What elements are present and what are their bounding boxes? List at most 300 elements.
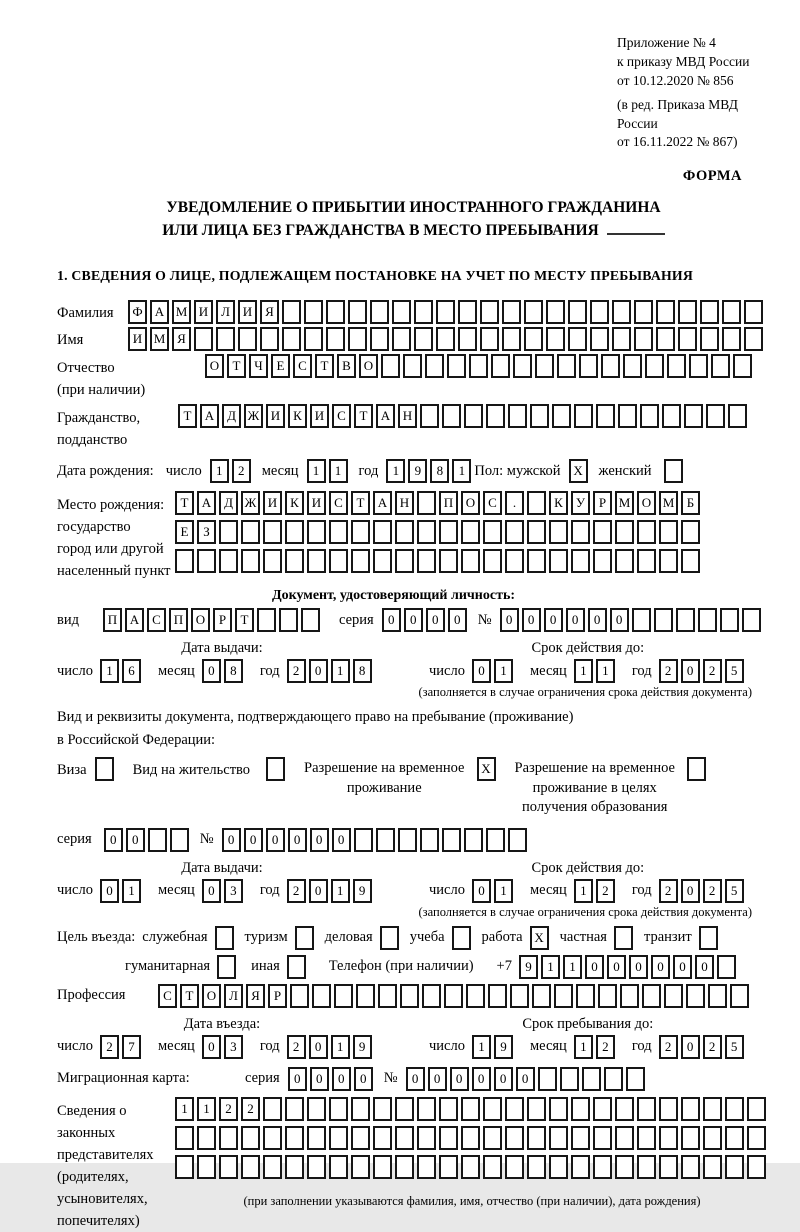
form-cell[interactable]: 0 [202, 659, 221, 683]
form-cell[interactable]: П [439, 491, 458, 515]
form-cell[interactable]: 1 [386, 459, 405, 483]
form-cell[interactable] [747, 1097, 766, 1121]
form-cell[interactable]: 0 [516, 1067, 535, 1091]
form-cell[interactable]: 9 [408, 459, 427, 483]
form-cell[interactable] [334, 984, 353, 1008]
checkbox-cell[interactable] [614, 926, 633, 950]
form-cell[interactable]: 1 [452, 459, 471, 483]
form-cell[interactable] [538, 1067, 557, 1091]
form-cell[interactable] [483, 520, 502, 544]
form-cell[interactable] [439, 520, 458, 544]
form-cell[interactable]: О [205, 354, 224, 378]
form-cell[interactable] [329, 549, 348, 573]
form-cell[interactable]: 0 [681, 1035, 700, 1059]
form-cell[interactable]: 0 [288, 1067, 307, 1091]
form-cell[interactable] [216, 327, 235, 351]
form-cell[interactable]: Т [354, 404, 373, 428]
checkbox-cell[interactable] [217, 955, 236, 979]
form-cell[interactable]: 1 [122, 879, 141, 903]
form-cell[interactable] [656, 327, 675, 351]
form-cell[interactable] [400, 984, 419, 1008]
form-cell[interactable] [698, 608, 717, 632]
form-cell[interactable]: 1 [472, 1035, 491, 1059]
form-cell[interactable]: 2 [241, 1097, 260, 1121]
form-cell[interactable] [700, 300, 719, 324]
form-cell[interactable] [436, 327, 455, 351]
form-cell[interactable] [722, 327, 741, 351]
form-cell[interactable] [571, 1097, 590, 1121]
form-cell[interactable] [527, 549, 546, 573]
form-cell[interactable] [582, 1067, 601, 1091]
form-cell[interactable] [513, 354, 532, 378]
form-cell[interactable]: 0 [585, 955, 604, 979]
form-cell[interactable]: 1 [563, 955, 582, 979]
form-cell[interactable] [744, 300, 763, 324]
form-cell[interactable] [395, 1126, 414, 1150]
form-cell[interactable]: 0 [566, 608, 585, 632]
form-cell[interactable]: 0 [309, 1035, 328, 1059]
form-cell[interactable]: А [376, 404, 395, 428]
form-cell[interactable]: Т [315, 354, 334, 378]
form-cell[interactable]: 0 [681, 659, 700, 683]
form-cell[interactable] [260, 327, 279, 351]
form-cell[interactable] [549, 1155, 568, 1179]
form-cell[interactable]: И [266, 404, 285, 428]
form-cell[interactable] [659, 1126, 678, 1150]
form-cell[interactable]: Р [593, 491, 612, 515]
form-cell[interactable] [241, 549, 260, 573]
form-cell[interactable]: Т [227, 354, 246, 378]
form-cell[interactable] [263, 549, 282, 573]
form-cell[interactable]: . [505, 491, 524, 515]
form-cell[interactable]: И [194, 300, 213, 324]
form-cell[interactable] [549, 520, 568, 544]
form-cell[interactable]: 1 [331, 659, 350, 683]
form-cell[interactable] [326, 300, 345, 324]
form-cell[interactable]: 0 [309, 659, 328, 683]
form-cell[interactable]: 0 [494, 1067, 513, 1091]
form-cell[interactable] [596, 404, 615, 428]
form-cell[interactable] [464, 828, 483, 852]
checkbox-cell[interactable] [287, 955, 306, 979]
form-cell[interactable] [510, 984, 529, 1008]
form-cell[interactable]: 5 [725, 1035, 744, 1059]
form-cell[interactable] [659, 1097, 678, 1121]
form-cell[interactable] [373, 549, 392, 573]
form-cell[interactable] [593, 549, 612, 573]
form-cell[interactable] [307, 1155, 326, 1179]
form-cell[interactable] [194, 327, 213, 351]
form-cell[interactable] [686, 984, 705, 1008]
form-cell[interactable]: 1 [331, 879, 350, 903]
form-cell[interactable] [263, 1126, 282, 1150]
form-cell[interactable]: 1 [307, 459, 326, 483]
form-cell[interactable]: 0 [310, 1067, 329, 1091]
form-cell[interactable] [654, 608, 673, 632]
form-cell[interactable] [420, 404, 439, 428]
form-cell[interactable]: Л [224, 984, 243, 1008]
form-cell[interactable] [505, 549, 524, 573]
form-cell[interactable]: 0 [651, 955, 670, 979]
form-cell[interactable]: 0 [426, 608, 445, 632]
form-cell[interactable]: П [103, 608, 122, 632]
form-cell[interactable] [285, 520, 304, 544]
form-cell[interactable] [659, 1155, 678, 1179]
form-cell[interactable] [634, 300, 653, 324]
form-cell[interactable]: А [373, 491, 392, 515]
form-cell[interactable] [681, 549, 700, 573]
form-cell[interactable]: 2 [703, 1035, 722, 1059]
form-cell[interactable] [425, 354, 444, 378]
form-cell[interactable] [219, 549, 238, 573]
form-cell[interactable]: 0 [522, 608, 541, 632]
form-cell[interactable]: 0 [310, 828, 329, 852]
form-cell[interactable] [461, 1126, 480, 1150]
form-cell[interactable] [747, 1155, 766, 1179]
form-cell[interactable] [720, 608, 739, 632]
form-cell[interactable]: 1 [175, 1097, 194, 1121]
form-cell[interactable] [219, 1155, 238, 1179]
form-cell[interactable] [552, 404, 571, 428]
checkbox-cell[interactable] [664, 459, 683, 483]
form-cell[interactable]: О [359, 354, 378, 378]
form-cell[interactable] [329, 1155, 348, 1179]
form-cell[interactable] [681, 1097, 700, 1121]
form-cell[interactable]: А [200, 404, 219, 428]
form-cell[interactable]: 3 [224, 1035, 243, 1059]
form-cell[interactable] [241, 520, 260, 544]
form-cell[interactable] [535, 354, 554, 378]
form-cell[interactable] [546, 327, 565, 351]
form-cell[interactable] [483, 1126, 502, 1150]
form-cell[interactable]: 1 [574, 1035, 593, 1059]
form-cell[interactable] [659, 549, 678, 573]
form-cell[interactable]: 1 [331, 1035, 350, 1059]
checkbox-cell[interactable] [380, 926, 399, 950]
form-cell[interactable] [722, 300, 741, 324]
form-cell[interactable] [505, 1097, 524, 1121]
form-cell[interactable]: 1 [574, 879, 593, 903]
form-cell[interactable] [483, 1097, 502, 1121]
form-cell[interactable] [395, 1097, 414, 1121]
form-cell[interactable]: 5 [725, 659, 744, 683]
form-cell[interactable]: 0 [332, 1067, 351, 1091]
form-cell[interactable] [373, 520, 392, 544]
form-cell[interactable] [241, 1155, 260, 1179]
form-cell[interactable] [634, 327, 653, 351]
form-cell[interactable]: О [191, 608, 210, 632]
form-cell[interactable] [615, 1155, 634, 1179]
form-cell[interactable] [590, 327, 609, 351]
form-cell[interactable] [373, 1155, 392, 1179]
form-cell[interactable] [486, 404, 505, 428]
form-cell[interactable] [623, 354, 642, 378]
form-cell[interactable] [554, 984, 573, 1008]
form-cell[interactable] [733, 354, 752, 378]
form-cell[interactable] [351, 549, 370, 573]
form-cell[interactable] [290, 984, 309, 1008]
form-cell[interactable]: 1 [494, 879, 513, 903]
form-cell[interactable] [576, 984, 595, 1008]
form-cell[interactable]: О [202, 984, 221, 1008]
form-cell[interactable] [524, 300, 543, 324]
form-cell[interactable] [464, 404, 483, 428]
form-cell[interactable] [483, 1155, 502, 1179]
form-cell[interactable] [466, 984, 485, 1008]
form-cell[interactable] [703, 1155, 722, 1179]
form-cell[interactable] [458, 300, 477, 324]
form-cell[interactable] [645, 354, 664, 378]
form-cell[interactable] [568, 327, 587, 351]
form-cell[interactable] [626, 1067, 645, 1091]
form-cell[interactable] [263, 1097, 282, 1121]
form-cell[interactable]: С [293, 354, 312, 378]
form-cell[interactable] [574, 404, 593, 428]
form-cell[interactable] [637, 1097, 656, 1121]
form-cell[interactable]: 0 [428, 1067, 447, 1091]
form-cell[interactable] [373, 1097, 392, 1121]
form-cell[interactable] [480, 327, 499, 351]
form-cell[interactable] [612, 300, 631, 324]
form-cell[interactable]: Т [175, 491, 194, 515]
form-cell[interactable] [398, 828, 417, 852]
form-cell[interactable]: 0 [500, 608, 519, 632]
form-cell[interactable]: Ф [128, 300, 147, 324]
form-cell[interactable] [747, 1126, 766, 1150]
form-cell[interactable] [197, 549, 216, 573]
form-cell[interactable]: 1 [329, 459, 348, 483]
form-cell[interactable] [656, 300, 675, 324]
form-cell[interactable] [571, 520, 590, 544]
checkbox-cell[interactable] [266, 757, 285, 781]
form-cell[interactable]: Е [271, 354, 290, 378]
form-cell[interactable]: 2 [287, 879, 306, 903]
form-cell[interactable] [508, 828, 527, 852]
form-cell[interactable] [615, 549, 634, 573]
form-cell[interactable] [706, 404, 725, 428]
form-cell[interactable] [439, 549, 458, 573]
form-cell[interactable] [447, 354, 466, 378]
form-cell[interactable] [549, 1097, 568, 1121]
form-cell[interactable]: П [169, 608, 188, 632]
form-cell[interactable] [725, 1097, 744, 1121]
form-cell[interactable]: 0 [629, 955, 648, 979]
form-cell[interactable] [681, 520, 700, 544]
form-cell[interactable]: 0 [544, 608, 563, 632]
form-cell[interactable]: 8 [224, 659, 243, 683]
form-cell[interactable]: К [549, 491, 568, 515]
form-cell[interactable] [593, 1097, 612, 1121]
form-cell[interactable] [549, 549, 568, 573]
checkbox-cell[interactable]: X [477, 757, 496, 781]
form-cell[interactable]: 2 [703, 659, 722, 683]
form-cell[interactable] [329, 520, 348, 544]
form-cell[interactable]: 0 [202, 1035, 221, 1059]
form-cell[interactable] [491, 354, 510, 378]
form-cell[interactable] [395, 549, 414, 573]
form-cell[interactable] [684, 404, 703, 428]
form-cell[interactable] [480, 300, 499, 324]
form-cell[interactable]: Т [180, 984, 199, 1008]
form-cell[interactable] [637, 1126, 656, 1150]
form-cell[interactable] [307, 1126, 326, 1150]
form-cell[interactable]: 7 [122, 1035, 141, 1059]
form-cell[interactable] [711, 354, 730, 378]
form-cell[interactable] [678, 300, 697, 324]
form-cell[interactable]: З [197, 520, 216, 544]
form-cell[interactable] [637, 520, 656, 544]
form-cell[interactable] [728, 404, 747, 428]
form-cell[interactable] [505, 1126, 524, 1150]
form-cell[interactable] [351, 1155, 370, 1179]
form-cell[interactable]: Д [219, 491, 238, 515]
form-cell[interactable]: М [150, 327, 169, 351]
form-cell[interactable] [301, 608, 320, 632]
form-cell[interactable] [329, 1126, 348, 1150]
form-cell[interactable]: 1 [574, 659, 593, 683]
form-cell[interactable] [417, 1155, 436, 1179]
form-cell[interactable] [148, 828, 167, 852]
form-cell[interactable]: 2 [596, 879, 615, 903]
form-cell[interactable]: 2 [232, 459, 251, 483]
form-cell[interactable] [632, 608, 651, 632]
form-cell[interactable]: Я [260, 300, 279, 324]
form-cell[interactable] [642, 984, 661, 1008]
form-cell[interactable]: 1 [596, 659, 615, 683]
form-cell[interactable] [304, 327, 323, 351]
form-cell[interactable] [439, 1097, 458, 1121]
form-cell[interactable] [373, 1126, 392, 1150]
form-cell[interactable]: 1 [197, 1097, 216, 1121]
form-cell[interactable] [505, 1155, 524, 1179]
form-cell[interactable]: Ч [249, 354, 268, 378]
checkbox-cell[interactable] [215, 926, 234, 950]
form-cell[interactable] [524, 327, 543, 351]
form-cell[interactable] [725, 1126, 744, 1150]
form-cell[interactable] [285, 1155, 304, 1179]
form-cell[interactable]: 2 [703, 879, 722, 903]
form-cell[interactable] [560, 1067, 579, 1091]
checkbox-cell[interactable]: X [569, 459, 588, 483]
form-cell[interactable]: 9 [353, 879, 372, 903]
form-cell[interactable] [593, 1155, 612, 1179]
form-cell[interactable]: 0 [607, 955, 626, 979]
form-cell[interactable]: 0 [610, 608, 629, 632]
form-cell[interactable]: Ж [244, 404, 263, 428]
form-cell[interactable] [527, 1126, 546, 1150]
form-cell[interactable]: 2 [287, 1035, 306, 1059]
checkbox-cell[interactable]: X [530, 926, 549, 950]
form-cell[interactable] [530, 404, 549, 428]
form-cell[interactable]: 0 [673, 955, 692, 979]
form-cell[interactable] [527, 520, 546, 544]
form-cell[interactable] [615, 1126, 634, 1150]
form-cell[interactable]: 0 [332, 828, 351, 852]
form-cell[interactable] [676, 608, 695, 632]
form-cell[interactable]: 0 [404, 608, 423, 632]
form-cell[interactable]: 9 [519, 955, 538, 979]
form-cell[interactable] [598, 984, 617, 1008]
form-cell[interactable]: 0 [472, 659, 491, 683]
form-cell[interactable] [469, 354, 488, 378]
form-cell[interactable] [348, 300, 367, 324]
form-cell[interactable]: Е [175, 520, 194, 544]
checkbox-cell[interactable] [699, 926, 718, 950]
form-cell[interactable] [620, 984, 639, 1008]
form-cell[interactable] [392, 300, 411, 324]
form-cell[interactable]: 8 [353, 659, 372, 683]
form-cell[interactable] [257, 608, 276, 632]
form-cell[interactable] [590, 300, 609, 324]
form-cell[interactable]: Р [268, 984, 287, 1008]
checkbox-cell[interactable] [295, 926, 314, 950]
form-cell[interactable]: С [147, 608, 166, 632]
form-cell[interactable] [285, 549, 304, 573]
form-cell[interactable] [640, 404, 659, 428]
form-cell[interactable] [436, 300, 455, 324]
form-cell[interactable] [593, 1126, 612, 1150]
form-cell[interactable]: Р [213, 608, 232, 632]
form-cell[interactable] [170, 828, 189, 852]
form-cell[interactable]: 0 [406, 1067, 425, 1091]
form-cell[interactable]: О [461, 491, 480, 515]
form-cell[interactable] [659, 520, 678, 544]
form-cell[interactable] [417, 549, 436, 573]
form-cell[interactable]: 9 [353, 1035, 372, 1059]
form-cell[interactable] [667, 354, 686, 378]
form-cell[interactable] [615, 520, 634, 544]
form-cell[interactable] [689, 354, 708, 378]
form-cell[interactable] [571, 549, 590, 573]
form-cell[interactable] [461, 1097, 480, 1121]
form-cell[interactable] [615, 1097, 634, 1121]
form-cell[interactable] [593, 520, 612, 544]
form-cell[interactable] [307, 1097, 326, 1121]
form-cell[interactable] [604, 1067, 623, 1091]
checkbox-cell[interactable] [95, 757, 114, 781]
form-cell[interactable] [263, 1155, 282, 1179]
checkbox-cell[interactable] [687, 757, 706, 781]
form-cell[interactable]: И [263, 491, 282, 515]
form-cell[interactable] [376, 828, 395, 852]
form-cell[interactable]: У [571, 491, 590, 515]
form-cell[interactable]: 1 [210, 459, 229, 483]
form-cell[interactable]: К [288, 404, 307, 428]
form-cell[interactable]: О [637, 491, 656, 515]
form-cell[interactable] [282, 300, 301, 324]
form-cell[interactable]: 1 [494, 659, 513, 683]
form-cell[interactable]: 2 [659, 659, 678, 683]
form-cell[interactable] [197, 1155, 216, 1179]
form-cell[interactable]: 9 [494, 1035, 513, 1059]
form-cell[interactable]: 2 [596, 1035, 615, 1059]
form-cell[interactable]: 0 [472, 879, 491, 903]
form-cell[interactable] [571, 1155, 590, 1179]
form-cell[interactable]: 0 [588, 608, 607, 632]
form-cell[interactable]: 0 [681, 879, 700, 903]
form-cell[interactable] [351, 520, 370, 544]
form-cell[interactable]: Б [681, 491, 700, 515]
form-cell[interactable]: С [332, 404, 351, 428]
form-cell[interactable]: 0 [104, 828, 123, 852]
form-cell[interactable] [279, 608, 298, 632]
form-cell[interactable] [703, 1126, 722, 1150]
form-cell[interactable]: Н [398, 404, 417, 428]
form-cell[interactable] [304, 300, 323, 324]
form-cell[interactable]: М [659, 491, 678, 515]
form-cell[interactable]: Д [222, 404, 241, 428]
form-cell[interactable] [505, 520, 524, 544]
